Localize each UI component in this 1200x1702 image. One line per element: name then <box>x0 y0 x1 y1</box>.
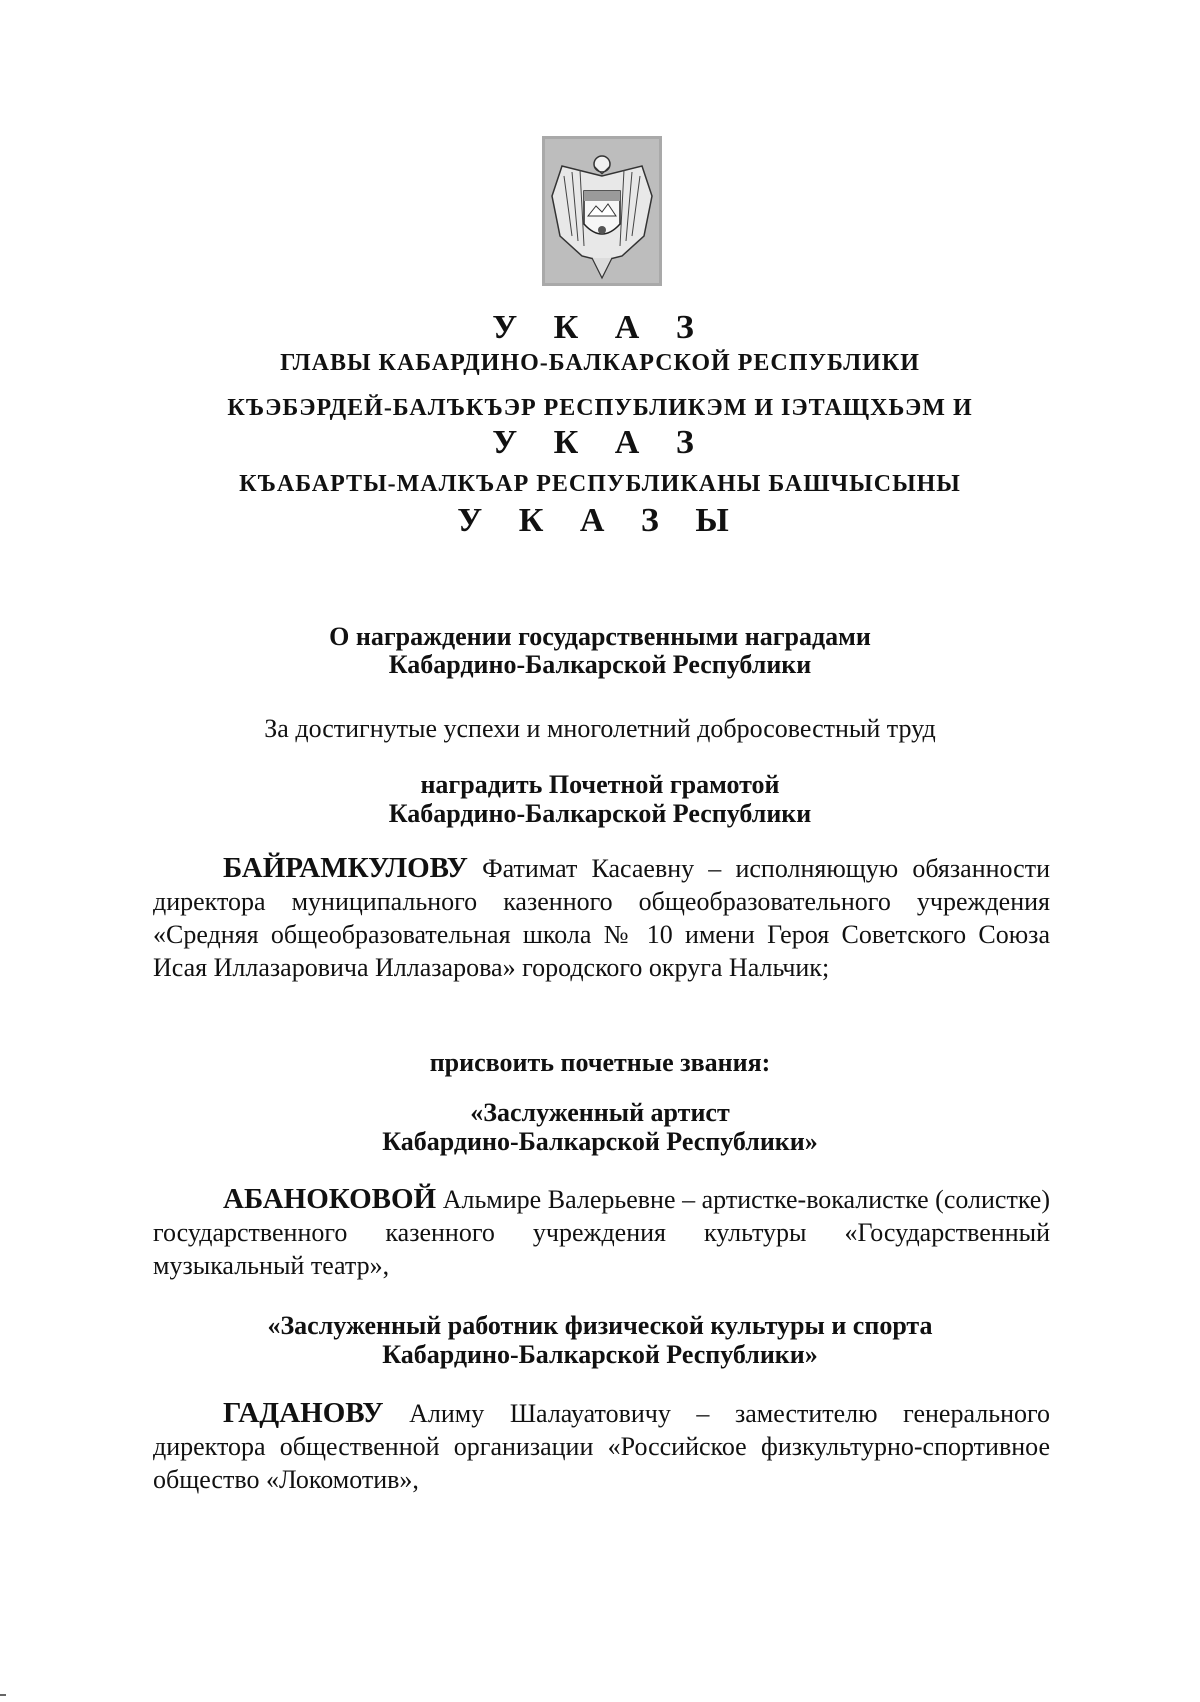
award-heading-line2: Кабардино-Балкарской Республики <box>388 799 812 828</box>
awardee-paragraph-1 <box>153 852 1050 984</box>
honorary-title-sport-line2: Кабардино-Балкарской Республики» <box>382 1340 818 1369</box>
award-heading-line1: наградить Почетной грамотой <box>420 770 780 799</box>
awardee-details: Альмире Валерьевне – артистке-вокалистке (солистке) государственного казенного учреждения культуры «Государственный музыкальный театр», <box>153 1185 1051 1280</box>
honorary-title-sport-line1: «Заслуженный работник физической культуры и спорта <box>267 1311 933 1340</box>
awardee-surname: АБАНОКОВОЙ <box>223 1183 437 1215</box>
awardee-surname: ГАДАНОВУ <box>223 1397 384 1429</box>
issuer-kbd: КЪЭБЭРДЕЙ-БАЛЪКЪЭР РЕСПУБЛИКЭМ И ІЭТАЩХЬЭМ И <box>227 395 973 421</box>
awardee-paragraph-3 <box>153 1397 1050 1496</box>
issuer-krc: КЪАБАРТЫ-МАЛКЪАР РЕСПУБЛИКАНЫ БАШЧЫСЫНЫ <box>239 471 961 497</box>
preamble: За достигнутые успехи и многолетний добросовестный труд <box>264 714 936 743</box>
scan-artifact <box>0 1694 6 1696</box>
awardee-details: Фатимат Касаевну – исполняющую обязанности директора муниципального казенного общеобразовательного учреждения «Средняя общеобразовательная школа № 10 имени Героя Советского Союза Исая Иллазаровича Иллазарова» городского округа Нальчик; <box>153 854 1050 982</box>
honorary-title-artist-line1: «Заслуженный артист <box>470 1098 730 1127</box>
honorary-title-artist-line2: Кабардино-Балкарской Республики» <box>382 1127 818 1156</box>
decree-heading-ru: У К А З <box>492 309 708 346</box>
decree-title-line2: Кабардино-Балкарской Республики <box>388 650 812 679</box>
coat-of-arms-icon <box>542 136 662 286</box>
decree-title-line1: О награждении государственными наградами <box>329 622 871 651</box>
honorary-titles-heading: присвоить почетные звания: <box>429 1048 771 1077</box>
decree-heading-kbd: У К А З <box>492 424 708 461</box>
awardee-paragraph-2 <box>153 1183 1050 1282</box>
awardee-details: Алиму Шалауатовичу – заместителю генерального директора общественной организации «Российское физкультурно-спортивное общество «Локомотив», <box>153 1399 1050 1494</box>
decree-heading-krc: У К А З Ы <box>457 502 743 539</box>
awardee-surname: БАЙРАМКУЛОВУ <box>223 852 468 884</box>
issuer-ru: ГЛАВЫ КАБАРДИНО-БАЛКАРСКОЙ РЕСПУБЛИКИ <box>280 350 920 376</box>
